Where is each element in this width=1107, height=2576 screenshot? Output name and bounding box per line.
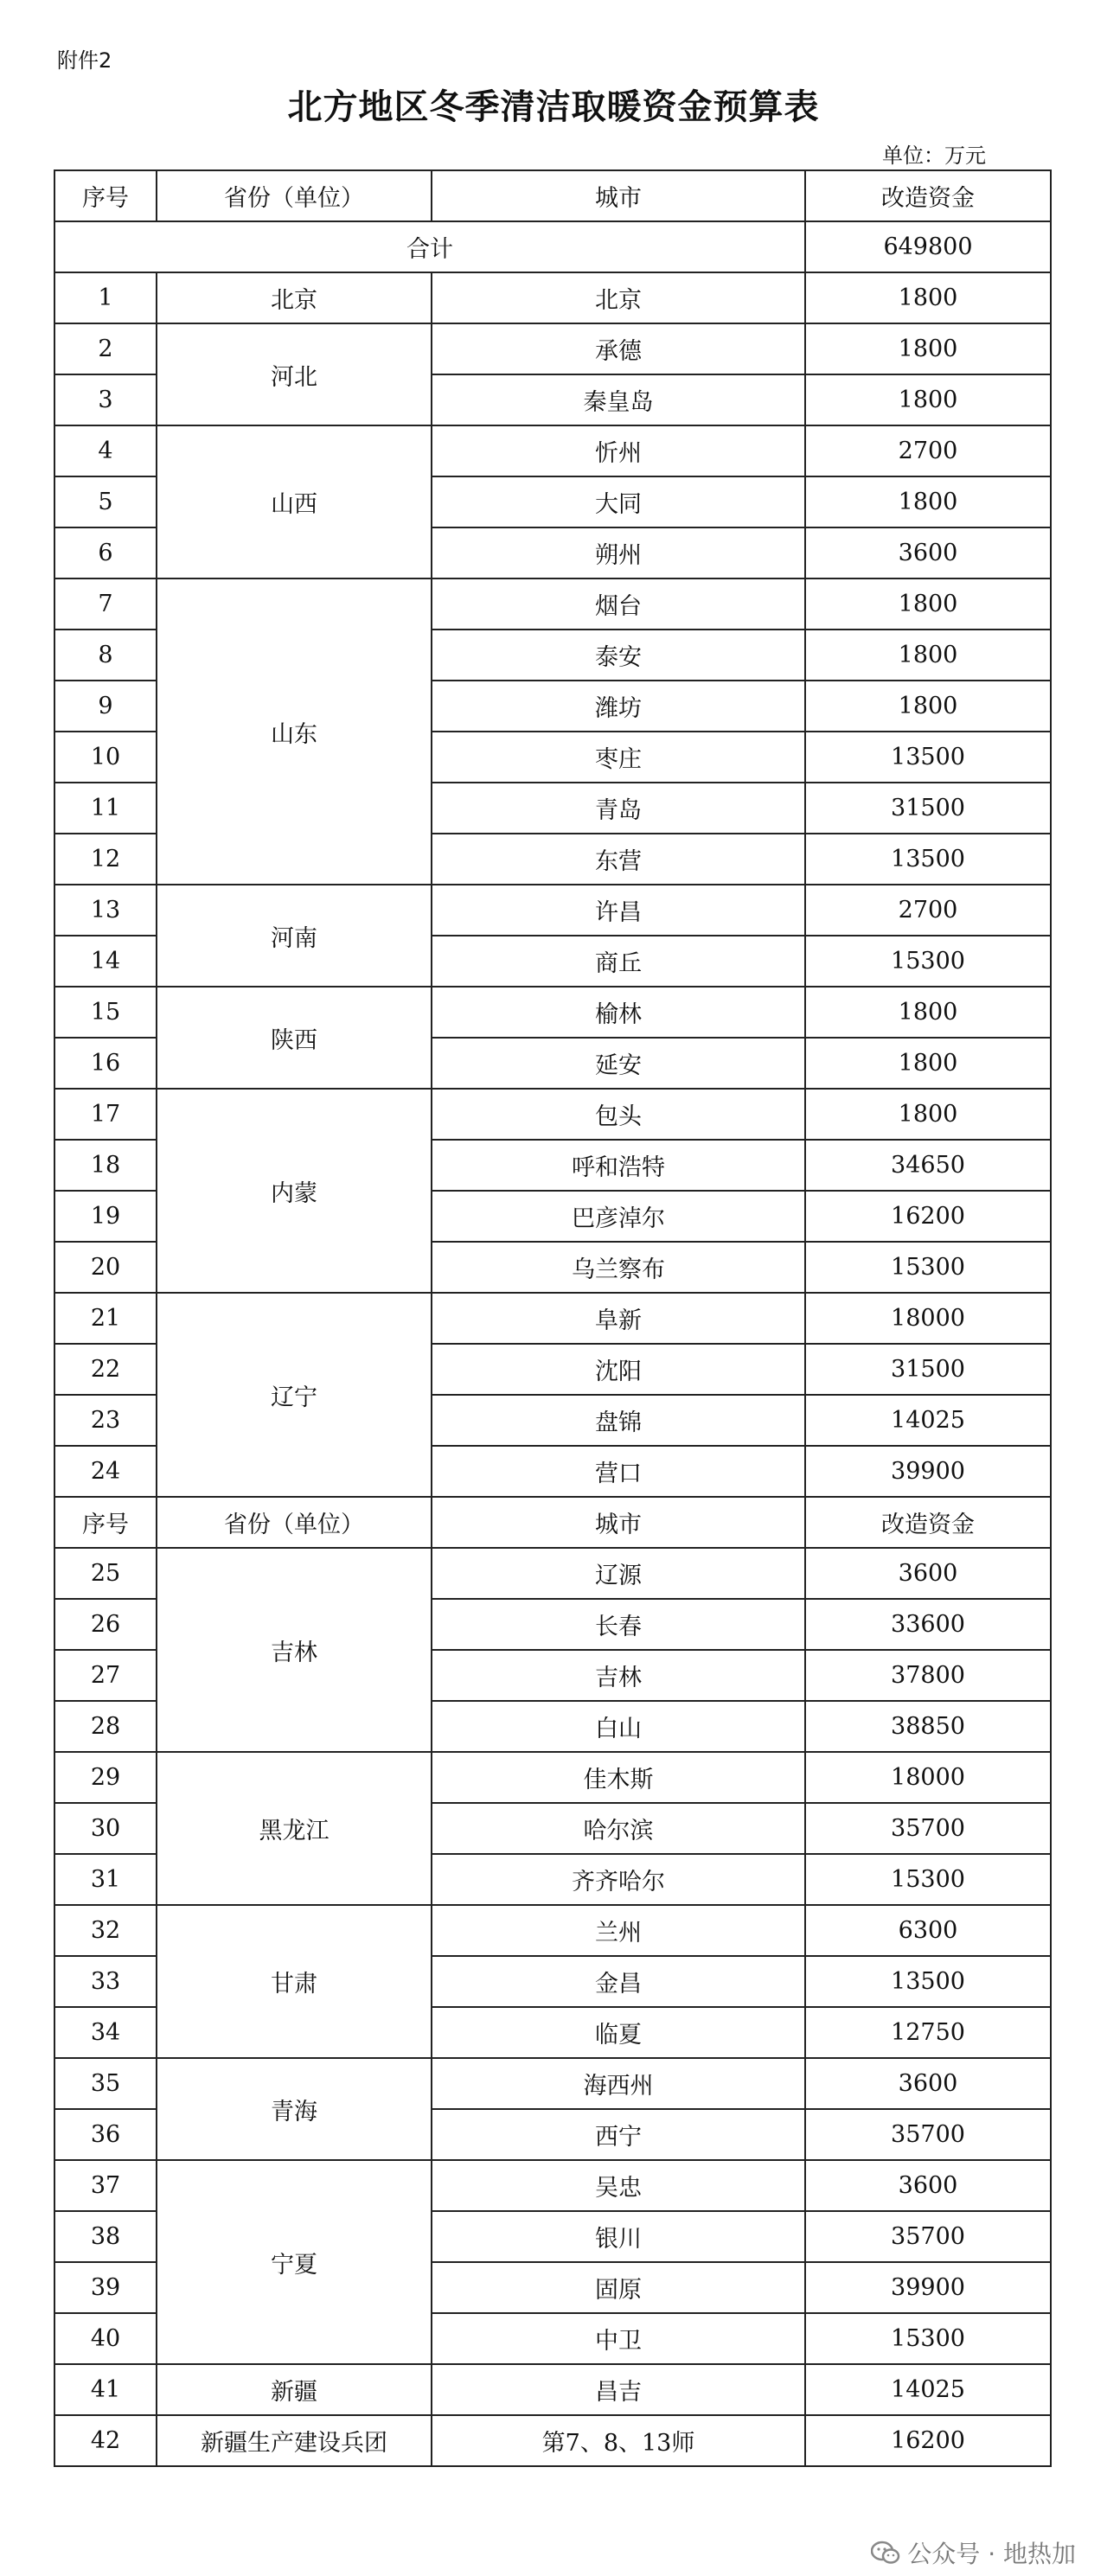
row-seq: 14: [54, 936, 157, 987]
attachment-label: 附件2: [57, 48, 112, 73]
row-fund: 3600: [805, 2160, 1051, 2211]
row-city: 吴忠: [432, 2160, 805, 2211]
row-province: 陕西: [157, 987, 432, 1089]
row-seq: 1: [54, 272, 157, 323]
row-city: 吉林: [432, 1650, 805, 1701]
row-fund: 16200: [805, 2415, 1051, 2466]
watermark: [871, 2535, 1076, 2570]
row-fund: 3600: [805, 527, 1051, 578]
row-city: 白山: [432, 1701, 805, 1752]
row-seq: 3: [54, 374, 157, 425]
table-row: [54, 1752, 1051, 1803]
row-fund: 1800: [805, 323, 1051, 374]
header-seq: 序号: [54, 1497, 157, 1548]
watermark-text: 公众号 · 地热加: [907, 2540, 1076, 2568]
row-seq: 17: [54, 1089, 157, 1140]
table-row: [54, 323, 1051, 374]
row-city: 固原: [432, 2262, 805, 2313]
row-city: 枣庄: [432, 732, 805, 783]
row-city: 乌兰察布: [432, 1242, 805, 1293]
row-fund: 37800: [805, 1650, 1051, 1701]
row-seq: 19: [54, 1191, 157, 1242]
row-seq: 35: [54, 2058, 157, 2109]
row-fund: 1800: [805, 272, 1051, 323]
row-province: 山西: [157, 425, 432, 578]
row-seq: 32: [54, 1905, 157, 1956]
row-fund: 16200: [805, 1191, 1051, 1242]
row-province: 黑龙江: [157, 1752, 432, 1905]
row-province: 甘肃: [157, 1905, 432, 2058]
row-province: 河南: [157, 885, 432, 987]
row-city: 第7、8、13师: [432, 2415, 805, 2466]
row-city: 巴彦淖尔: [432, 1191, 805, 1242]
row-fund: 2700: [805, 885, 1051, 936]
row-city: 泰安: [432, 630, 805, 681]
table-row: [54, 885, 1051, 936]
row-seq: 24: [54, 1446, 157, 1497]
row-seq: 37: [54, 2160, 157, 2211]
total-label: 合计: [54, 221, 805, 272]
row-seq: 34: [54, 2007, 157, 2058]
row-fund: 18000: [805, 1752, 1051, 1803]
row-fund: 14025: [805, 1395, 1051, 1446]
row-city: 忻州: [432, 425, 805, 476]
row-seq: 11: [54, 783, 157, 834]
row-city: 沈阳: [432, 1344, 805, 1395]
row-fund: 6300: [805, 1905, 1051, 1956]
table-row: [54, 1293, 1051, 1344]
row-city: 昌吉: [432, 2364, 805, 2415]
row-seq: 36: [54, 2109, 157, 2160]
table-row: [54, 1548, 1051, 1599]
row-city: 西宁: [432, 2109, 805, 2160]
row-fund: 13500: [805, 732, 1051, 783]
header-city: 城市: [432, 1497, 805, 1548]
row-province: 河北: [157, 323, 432, 425]
row-city: 包头: [432, 1089, 805, 1140]
row-fund: 1800: [805, 987, 1051, 1038]
header-city: 城市: [432, 170, 805, 221]
table-row: [54, 987, 1051, 1038]
table-header-row-repeat: [54, 1497, 1051, 1548]
row-city: 阜新: [432, 1293, 805, 1344]
budget-table: [54, 169, 1052, 2467]
unit-label: 单位：万元: [882, 144, 986, 168]
row-seq: 15: [54, 987, 157, 1038]
row-city: 烟台: [432, 578, 805, 630]
row-seq: 23: [54, 1395, 157, 1446]
row-seq: 25: [54, 1548, 157, 1599]
row-fund: 1800: [805, 681, 1051, 732]
row-seq: 2: [54, 323, 157, 374]
total-row: [54, 221, 1051, 272]
row-seq: 5: [54, 476, 157, 527]
table-row: [54, 272, 1051, 323]
row-seq: 20: [54, 1242, 157, 1293]
header-province: 省份（单位）: [157, 1497, 432, 1548]
row-city: 兰州: [432, 1905, 805, 1956]
table-header-row: [54, 170, 1051, 221]
row-seq: 6: [54, 527, 157, 578]
row-fund: 31500: [805, 1344, 1051, 1395]
header-province: 省份（单位）: [157, 170, 432, 221]
row-seq: 31: [54, 1854, 157, 1905]
row-seq: 26: [54, 1599, 157, 1650]
row-fund: 15300: [805, 936, 1051, 987]
header-seq: 序号: [54, 170, 157, 221]
row-province: 北京: [157, 272, 432, 323]
row-fund: 13500: [805, 834, 1051, 885]
table-row: [54, 2364, 1051, 2415]
row-province: 宁夏: [157, 2160, 432, 2364]
row-province: 内蒙: [157, 1089, 432, 1293]
row-fund: 1800: [805, 578, 1051, 630]
row-city: 中卫: [432, 2313, 805, 2364]
row-seq: 42: [54, 2415, 157, 2466]
row-city: 朔州: [432, 527, 805, 578]
row-city: 银川: [432, 2211, 805, 2262]
table-row: [54, 578, 1051, 630]
row-fund: 35700: [805, 2109, 1051, 2160]
budget-table-body: [54, 170, 1051, 2466]
row-seq: 8: [54, 630, 157, 681]
row-city: 海西州: [432, 2058, 805, 2109]
row-province: 山东: [157, 578, 432, 885]
row-city: 北京: [432, 272, 805, 323]
row-fund: 12750: [805, 2007, 1051, 2058]
row-province: 吉林: [157, 1548, 432, 1752]
row-city: 齐齐哈尔: [432, 1854, 805, 1905]
row-fund: 1800: [805, 476, 1051, 527]
row-city: 辽源: [432, 1548, 805, 1599]
row-fund: 3600: [805, 2058, 1051, 2109]
row-fund: 33600: [805, 1599, 1051, 1650]
row-seq: 38: [54, 2211, 157, 2262]
table-row: [54, 425, 1051, 476]
wechat-icon: [871, 2541, 900, 2565]
row-city: 东营: [432, 834, 805, 885]
row-seq: 16: [54, 1038, 157, 1089]
row-fund: 34650: [805, 1140, 1051, 1191]
page-title: 北方地区冬季清洁取暖资金预算表: [287, 87, 820, 127]
row-fund: 2700: [805, 425, 1051, 476]
row-city: 盘锦: [432, 1395, 805, 1446]
row-city: 大同: [432, 476, 805, 527]
row-seq: 29: [54, 1752, 157, 1803]
row-fund: 15300: [805, 1242, 1051, 1293]
row-seq: 18: [54, 1140, 157, 1191]
row-fund: 1800: [805, 1089, 1051, 1140]
row-city: 承德: [432, 323, 805, 374]
row-seq: 4: [54, 425, 157, 476]
table-row: [54, 1905, 1051, 1956]
row-fund: 39900: [805, 1446, 1051, 1497]
row-fund: 1800: [805, 374, 1051, 425]
row-seq: 12: [54, 834, 157, 885]
row-fund: 1800: [805, 630, 1051, 681]
table-row: [54, 2415, 1051, 2466]
row-fund: 39900: [805, 2262, 1051, 2313]
table-row: [54, 1089, 1051, 1140]
row-seq: 33: [54, 1956, 157, 2007]
row-city: 延安: [432, 1038, 805, 1089]
row-city: 青岛: [432, 783, 805, 834]
row-city: 临夏: [432, 2007, 805, 2058]
row-seq: 22: [54, 1344, 157, 1395]
row-city: 潍坊: [432, 681, 805, 732]
row-province: 新疆生产建设兵团: [157, 2415, 432, 2466]
row-seq: 7: [54, 578, 157, 630]
row-city: 长春: [432, 1599, 805, 1650]
row-city: 秦皇岛: [432, 374, 805, 425]
header-fund: 改造资金: [805, 170, 1051, 221]
table-row: [54, 2160, 1051, 2211]
row-fund: 13500: [805, 1956, 1051, 2007]
row-seq: 39: [54, 2262, 157, 2313]
row-city: 商丘: [432, 936, 805, 987]
row-fund: 15300: [805, 2313, 1051, 2364]
row-city: 呼和浩特: [432, 1140, 805, 1191]
row-fund: 14025: [805, 2364, 1051, 2415]
row-fund: 35700: [805, 2211, 1051, 2262]
row-city: 营口: [432, 1446, 805, 1497]
row-seq: 28: [54, 1701, 157, 1752]
row-fund: 15300: [805, 1854, 1051, 1905]
row-province: 辽宁: [157, 1293, 432, 1497]
row-seq: 30: [54, 1803, 157, 1854]
row-city: 佳木斯: [432, 1752, 805, 1803]
row-province: 新疆: [157, 2364, 432, 2415]
row-city: 金昌: [432, 1956, 805, 2007]
header-fund: 改造资金: [805, 1497, 1051, 1548]
row-seq: 21: [54, 1293, 157, 1344]
row-fund: 38850: [805, 1701, 1051, 1752]
row-fund: 35700: [805, 1803, 1051, 1854]
row-seq: 40: [54, 2313, 157, 2364]
row-seq: 13: [54, 885, 157, 936]
row-seq: 9: [54, 681, 157, 732]
row-fund: 18000: [805, 1293, 1051, 1344]
total-value: 649800: [805, 221, 1051, 272]
row-fund: 1800: [805, 1038, 1051, 1089]
row-fund: 31500: [805, 783, 1051, 834]
row-seq: 27: [54, 1650, 157, 1701]
row-seq: 41: [54, 2364, 157, 2415]
row-city: 哈尔滨: [432, 1803, 805, 1854]
row-city: 榆林: [432, 987, 805, 1038]
row-seq: 10: [54, 732, 157, 783]
row-province: 青海: [157, 2058, 432, 2160]
row-city: 许昌: [432, 885, 805, 936]
table-row: [54, 2058, 1051, 2109]
row-fund: 3600: [805, 1548, 1051, 1599]
